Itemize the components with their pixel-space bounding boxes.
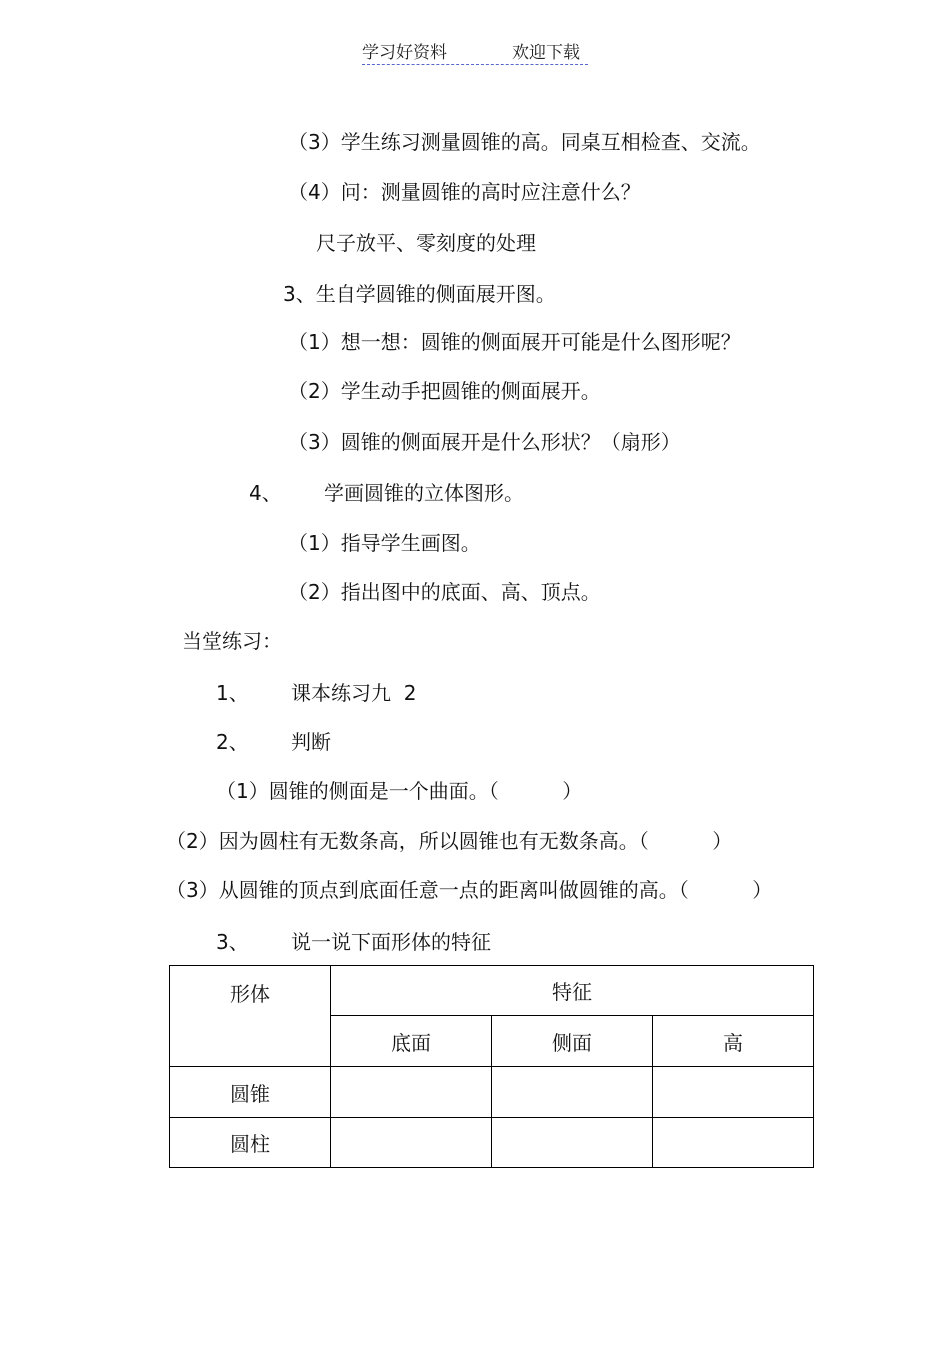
exercise-text: 说一说下面形体的特征 <box>291 930 491 954</box>
table-cell <box>331 1067 492 1118</box>
judgement-item: （3）从圆锥的顶点到底面任意一点的距离叫做圆锥的高。（ ） <box>166 878 773 902</box>
table-row <box>170 1067 814 1118</box>
exercise-heading: 当堂练习： <box>182 629 282 653</box>
exercise-text: 课本练习九 2 <box>291 681 417 705</box>
step-line: （2）指出图中的底面、高、顶点。 <box>288 580 601 604</box>
step-line: （1）想一想：圆锥的侧面展开可能是什么图形呢？ <box>288 330 741 354</box>
exercise-number: 2、 <box>216 730 249 754</box>
table-subheader: 高 <box>653 1016 814 1067</box>
table-cell <box>653 1067 814 1118</box>
table-row-label: 圆锥 <box>170 1067 331 1118</box>
answer-line: 尺子放平、零刻度的处理 <box>316 231 536 255</box>
table-cell <box>653 1118 814 1168</box>
section-number: 4、 <box>249 481 282 505</box>
section-heading: 3、生自学圆锥的侧面展开图。 <box>283 282 556 306</box>
step-line: （4）问：测量圆锥的高时应注意什么？ <box>288 180 641 204</box>
table-cell <box>331 1118 492 1168</box>
exercise-number: 3、 <box>216 930 249 954</box>
exercise-text: 判断 <box>291 730 331 754</box>
table-row-label: 圆柱 <box>170 1118 331 1168</box>
section-heading: 学画圆锥的立体图形。 <box>324 481 524 505</box>
header-left-text: 学习好资料 <box>362 43 447 63</box>
table-header-shape: 形体 <box>170 966 331 1067</box>
table-cell <box>492 1067 653 1118</box>
table-cell <box>492 1118 653 1168</box>
step-line: （2）学生动手把圆锥的侧面展开。 <box>288 379 601 403</box>
judgement-item: （2）因为圆柱有无数条高，所以圆锥也有无数条高。（ ） <box>166 829 733 853</box>
exercise-number: 1、 <box>216 681 249 705</box>
feature-table <box>169 965 814 1168</box>
table-header-feature: 特征 <box>331 966 814 1016</box>
header-right-text: 欢迎下载 <box>512 43 580 63</box>
judgement-item: （1）圆锥的侧面是一个曲面。（ ） <box>216 779 583 803</box>
step-line: （3）圆锥的侧面展开是什么形状？（扇形） <box>288 430 681 454</box>
table-subheader: 底面 <box>331 1016 492 1067</box>
header-underline <box>362 64 588 65</box>
step-line: （3）学生练习测量圆锥的高。同桌互相检查、交流。 <box>288 130 761 154</box>
table-subheader: 侧面 <box>492 1016 653 1067</box>
table-row <box>170 1118 814 1168</box>
step-line: （1）指导学生画图。 <box>288 531 481 555</box>
